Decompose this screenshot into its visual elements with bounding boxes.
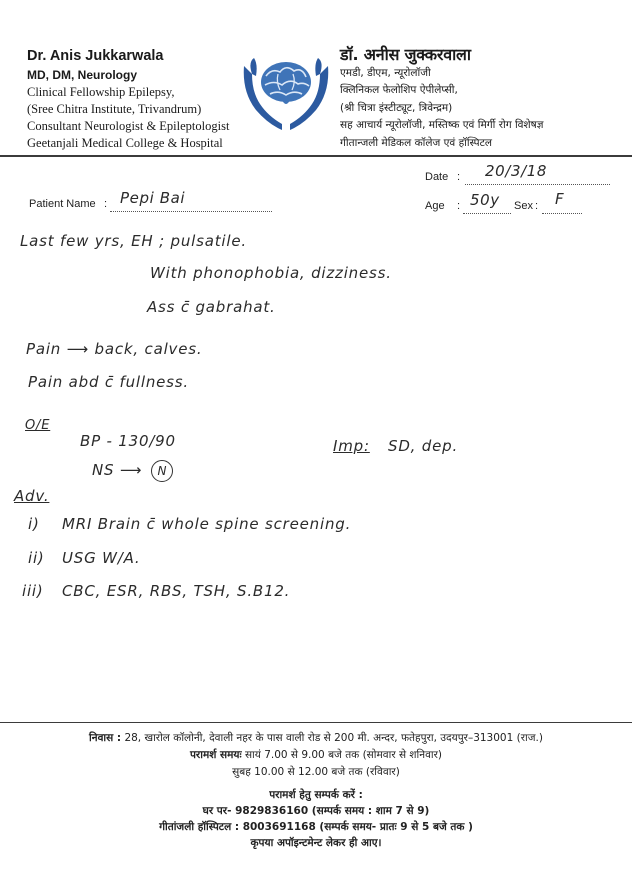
doctor-info-hindi xyxy=(340,46,640,152)
sex-colon: : xyxy=(535,200,539,212)
age-value: 50y xyxy=(470,191,500,209)
history-line-5: Pain abd c̄ fullness. xyxy=(28,373,189,391)
date-value: 20/3/18 xyxy=(485,162,548,180)
date-label: Date xyxy=(425,171,449,183)
history-line-1: Last few yrs, EH ; pulsatile. xyxy=(20,232,247,250)
ns-reading: NS ⟶ xyxy=(92,461,143,479)
hours-sunday: सुबह 10.00 से 12.00 बजे तक (रविवार) xyxy=(232,766,400,778)
doctor-hospital: Geetanjali Medical College & Hospital xyxy=(27,136,223,150)
hours-weekday: सायं 7.00 से 9.00 बजे तक (सोमवार से शनिवार) xyxy=(244,749,443,761)
patient-name-label: Patient Name xyxy=(29,198,96,210)
impression-label: Imp: xyxy=(333,437,370,455)
patient-name-colon: : xyxy=(104,198,108,210)
history-line-3: Ass c̄ gabrahat. xyxy=(147,298,276,316)
doctor-role: Consultant Neurologist & Epileptologist xyxy=(27,119,230,133)
age-label: Age xyxy=(425,200,445,212)
advice-item-2-number: ii) xyxy=(28,549,45,567)
advice-item-3: CBC, ESR, RBS, TSH, S.B12. xyxy=(62,582,291,600)
doctor-degree-hindi: एमडी, डीएम, न्यूरोलॉजी xyxy=(340,66,431,79)
history-line-2: With phonophobia, dizziness. xyxy=(150,264,392,282)
address-label: निवास : xyxy=(89,732,122,744)
brain-icon xyxy=(261,62,311,104)
history-line-4: Pain ⟶ back, calves. xyxy=(26,340,203,358)
appointment-note: कृपया अपॉइन्टमेन्ट लेकर ही आए। xyxy=(250,837,382,849)
advice-item-1: MRI Brain c̄ whole spine screening. xyxy=(62,515,352,533)
sex-label: Sex xyxy=(514,200,533,212)
contact-title: परामर्श हेतु सम्पर्क करें : xyxy=(269,789,363,801)
bp-reading: BP - 130/90 xyxy=(80,432,176,450)
impression-value: SD, dep. xyxy=(388,437,459,455)
hours-label: परामर्श समयः xyxy=(189,749,242,761)
footer-divider xyxy=(0,722,632,723)
age-colon: : xyxy=(457,200,461,212)
ns-normal-circle: N xyxy=(151,460,173,482)
header-divider xyxy=(0,155,632,157)
doctor-role-hindi: सह आचार्य न्यूरोलॉजी, मस्तिष्क एवं मिर्गी रोग विशेषज्ञ xyxy=(340,119,544,131)
advice-label: Adv. xyxy=(14,487,50,505)
doctor-institute: (Sree Chitra Institute, Trivandrum) xyxy=(27,102,202,116)
hospital-phone: गीतांजली हॉस्पिटल : 8003691168 (सम्पर्क समय- प्रातः 9 से 5 बजे तक ) xyxy=(159,821,473,833)
date-colon: : xyxy=(457,171,461,183)
oe-label: O/E xyxy=(25,418,51,433)
doctor-fellowship: Clinical Fellowship Epilepsy, xyxy=(27,85,175,99)
doctor-name-hindi: डॉ. अनीस जुक्करवाला xyxy=(340,45,471,64)
advice-item-1-number: i) xyxy=(28,515,40,533)
brain-in-hands-logo-icon xyxy=(238,52,334,136)
advice-item-3-number: iii) xyxy=(22,582,44,600)
doctor-fellowship-hindi: क्लिनिकल फेलोशिप ऐपीलेप्सी, xyxy=(340,84,458,96)
advice-item-2: USG W/A. xyxy=(62,549,141,567)
footer-address xyxy=(0,731,632,745)
patient-name-value: Pepi Bai xyxy=(120,189,186,207)
home-phone: घर पर- 9829836160 (सम्पर्क समय : शाम 7 से 9) xyxy=(202,805,430,817)
address-text: 28, खारोल कॉलोनी, देवाली नहर के पास वाली रोड से 200 मी. अन्दर, फतेहपुरा, उदयपुर–313001 (राज.) xyxy=(124,732,543,744)
sex-value: F xyxy=(555,190,565,208)
doctor-degree: MD, DM, Neurology xyxy=(27,68,137,82)
doctor-hospital-hindi: गीतान्जली मेडिकल कॉलेज एवं हॉस्पिटल xyxy=(340,136,493,149)
doctor-name-english: Dr. Anis Jukkarwala xyxy=(27,48,164,64)
doctor-institute-hindi: (श्री चित्रा इंस्टीट्यूट, त्रिवेन्द्रम) xyxy=(340,101,453,114)
footer-hours xyxy=(0,748,632,762)
